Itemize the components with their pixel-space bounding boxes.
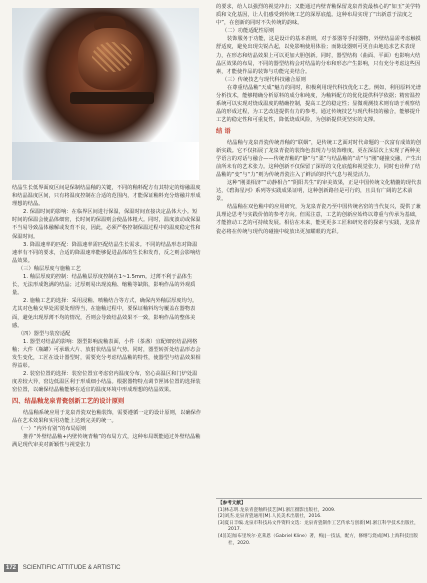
paragraph: 结晶釉系统应用于龙泉青瓷双色釉装饰，需要遵循一定的设计原则，以确保作品在艺术效果和实用功能上达到完美的统一。 xyxy=(12,409,202,424)
left-body-text xyxy=(12,184,202,449)
journal-name: SCIENTIFIC ATTITUDE & ARTISTIC xyxy=(22,565,121,571)
paragraph: （四）器型与装窑适配 xyxy=(18,330,71,337)
paragraph: 2. 保温时间的影响：在临界区间进行保温，保温时间直接决定晶体大小。短时间的保温会使晶体细密，长时间的保温则会使晶体粗大。同时，温度波动或保温不当易导致晶体融解或发育不良，因此，必须严格控制保温过程中的温度稳定性和保温时间。 xyxy=(12,209,201,240)
paragraph: 在尊重结晶釉“天成”魅力的同时，积极利用现代科技优化工艺。例如，利用原料光谱分析技术，能够精确分析原料的成分和纯度，为釉料配方的优化提供科学依据；精密温控系统可以实现对烧成温度的精确控制，提高工艺的稳定性；显微观测技术则有助于观察结晶的形成过程，为工艺改进提供有力的参考。通过传统技艺与现代科技的融合，能够提升工艺的稳定性和可重复性，降低烧成风险，为创新提供更坚实的支撑。 xyxy=(216,84,422,124)
reference-item: [2]刘杰.龙泉青瓷通用[M].人民美术出版社，2016. xyxy=(218,514,322,520)
paragraph: 2. 装窑位置的选择：装窑位置宜考虑窑内温度分布，窑心高温区和门炉处温度差较大异，窑边低温区利于形成细小结晶。根据器物特点调节匣钵位置的选择装窑位置，以确保结晶釉能够在适宜的温度环境中形成理想的结晶效果。 xyxy=(12,371,201,394)
reference-item: [1]林志明.龙泉青瓷釉料技艺[M].浙江摄影出版社，2009. xyxy=(218,507,336,513)
paragraph: （三）釉层厚度与施釉工艺 xyxy=(18,265,81,272)
paragraph: 3. 降温速率的匹配：降温速率需匹配结晶生长需求。不同的结晶形态对降温速率有不同的要求，合适的降温速率能够促进晶体的生长和发育，反之则会影响结晶效果。 xyxy=(12,241,201,264)
references-title: 【参考文献】 xyxy=(218,501,246,506)
section-heading: 四、结晶釉龙泉青瓷创新工艺的设计原则 xyxy=(12,398,125,406)
paragraph: 1. 釉层厚度的控制：结晶釉层厚度控制在1~1.5mm。过薄不利于晶体生长，无法形成饱满的结晶；过厚则易出现流釉、缩釉等缺陷，影响作品的外观质量。 xyxy=(12,274,196,297)
paragraph: 装饰服务于功能，这是设计的基本准则，对于茶器等手持器物，外壁结晶需考虑触摸舒适度，避免出现尖锐凸起，以免影响使用体验；而陈设器则可更自由地追求艺术表现力，在形态和结晶效果上可以更加大胆创新。同时，器型结构（曲面、平面）也影响大结晶区效果的布局，不同的器型结构会对结晶的分布和形态产生影响，只有充分考虑这些因素，才能使作品的装饰与功能完美结合。 xyxy=(216,36,421,75)
paragraph: 结晶生长低界面度区间是保制结晶釉的关键，不同的釉料配方有其特定的熔融温度和结晶温度区间，只有将温度控制在合适的范围内，才能保证釉料充分熔融并形成理想的结晶。 xyxy=(12,185,201,208)
section-heading: 结 语 xyxy=(216,128,231,136)
paragraph: （一）“内外有别”的布局原则 xyxy=(18,425,87,432)
paragraph: 2. 施釉工艺的选择：采用浸釉、喷釉结合等方式，确保内外釉层厚度均匀。尤其对色釉交界处需要处理得当，在施釉过程中，要保证釉料均匀覆盖在器物表面，避免出现厚薄不均的情况，否则会导致结晶效果不一致，影响作品的整体美感。 xyxy=(12,298,198,329)
teapot-photo xyxy=(12,8,199,180)
paragraph: 1. 器型对结晶的影响：器型影响流釉表面，小件（茶盏）宜配细密结晶网格釉；大件（瓶罐）可承载大片、放射状结晶显气势。同时，器型转折处结晶形态会发生变化，工匠在设计器型时，需要充分考虑结晶釉的特性，使器型与结晶效果相得益彰。 xyxy=(12,338,201,370)
paragraph: 结晶釉在双色釉中的应用研究，为龙泉青瓷乃至中国传统名窑的当代复兴，提供了兼具理论思考与实践价值的参考方向。但需注意，工艺的创新应始终以尊重与传承为基础，才能推动工艺的可持续发展。相信在未来，能更更多工匠和研究者的探索与实践，龙泉青瓷必将在传统与现代的碰撞中绽放出更加耀眼的光彩。 xyxy=(216,204,421,235)
paragraph: 推荐“外壁结晶釉+内壁传统青釉”的布局方式，这种布局既能通过外壁结晶釉满足现代审美对新颖性与视觉张力 xyxy=(12,433,201,448)
paragraph: （二）功能适配性原则 xyxy=(222,28,275,35)
paragraph: 的要求，给人以强烈的视觉冲击；又能通过内壁青釉保留龙泉青瓷最核心的“如玉”美学特质和文化基因，让人们感受到传统工艺的深厚底蕴。这种布局实现了“出新意于法度之中”，在创新的同时不失传统的韵味。 xyxy=(216,4,421,27)
page-number: 172 xyxy=(6,565,17,571)
paragraph: （三）传统技艺与现代科技融合原则 xyxy=(222,76,306,83)
references xyxy=(218,501,420,547)
paragraph: 结晶釉与龙泉青瓷传统青釉的“联姻”，是传统工艺面对时代命题的一次富有成效的创新实践。它不仅拓展了龙泉青瓷的装饰色表现力与装饰维度，更在深层次上实现了两种美学语言的对话与融合——传统青釉的“静”与“柔”与结晶釉的“动”与“刚”碰撞交融，产生出前所未有的艺术张力。这种创新不仅保留了深厚的文化底蕴和视觉张力，同时也诠释了结晶釉的“变”与“力”则为传统青瓷注入了鲜活的时代气息与视觉活力。 xyxy=(216,139,422,178)
right-body-text xyxy=(216,3,422,236)
references-divider xyxy=(216,498,422,499)
reference-item: [3]夏日丰编.龙泉市科技局文件资料文选：龙泉青瓷制作工艺传承与创新[M].浙江科学技术出版社，2017. xyxy=(218,520,419,533)
reference-item: [4][美]加布里埃尔·克莱恩（Gabriel Kline）著，梅||一技法，配方，修缮与烧成[M].上海科技出版社，2020. xyxy=(218,533,418,546)
paragraph: 这种“刚柔相济”“动静相合”“阴阳共生”的审美效果，正是中国传统文化精髓的现代表达，《碧海星河》系列等实践成果证明，这种创新路径是可行的，且具有广阔的艺术前景。 xyxy=(216,179,422,203)
page-footer xyxy=(4,565,120,571)
